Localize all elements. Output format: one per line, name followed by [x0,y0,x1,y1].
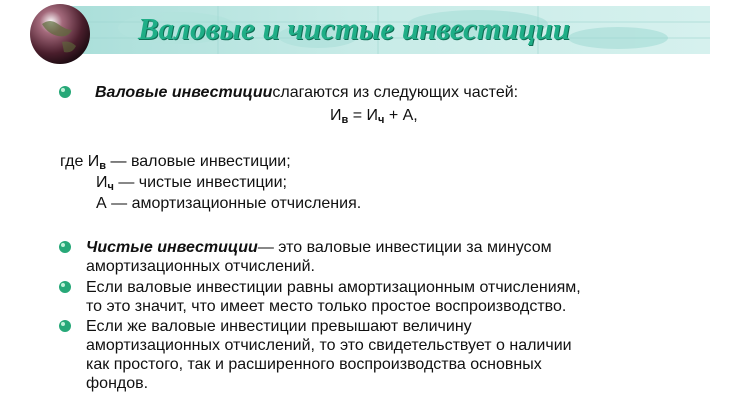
bullet-extended-reproduction-line3: как простого, так и расширенного воспроизводства основных [86,356,542,373]
title-banner [58,6,710,54]
bullet-icon [58,280,72,294]
bullet-extended-reproduction-line4: фондов. [86,375,149,392]
term-gross-investment: Валовые инвестиции [95,84,273,101]
term-net-investment: Чистые инвестиции [86,239,258,256]
bullet-gross-investment [95,83,518,102]
globe-icon [28,2,92,66]
definition-gross: где $И_в$ — валовые инвестиции; [60,153,291,172]
bullet-simple-reproduction: Если валовые инвестиции равны амортизационным отчислениям, [86,279,581,296]
bullet-net-investment-line2: амортизационных отчислений. [86,258,315,275]
definition-net: $И_ч$ — чистые инвестиции; [96,174,287,193]
bullet-icon [58,319,72,333]
page-title: Валовые и чистые инвестиции [138,11,570,46]
bullet-simple-reproduction-line2: то это значит, что имеет место только простое воспроизводство. [86,298,567,315]
bullet-icon [58,240,72,254]
bullet-extended-reproduction: Если же валовые инвестиции превышают величину [86,318,472,335]
definition-amortization: А — амортизационные отчисления. [96,195,362,212]
gross-investment-text: слагаются из следующих частей: [272,84,519,101]
formula: $И_в = И_ч + А$, [330,107,418,126]
bullet-extended-reproduction-line2: амортизационных отчислений, то это свидетельствует о наличии [86,337,572,354]
bullet-net-investment: Чистые инвестиции— это валовые инвестиции за минусом [86,239,552,256]
bullet-icon [58,85,72,99]
